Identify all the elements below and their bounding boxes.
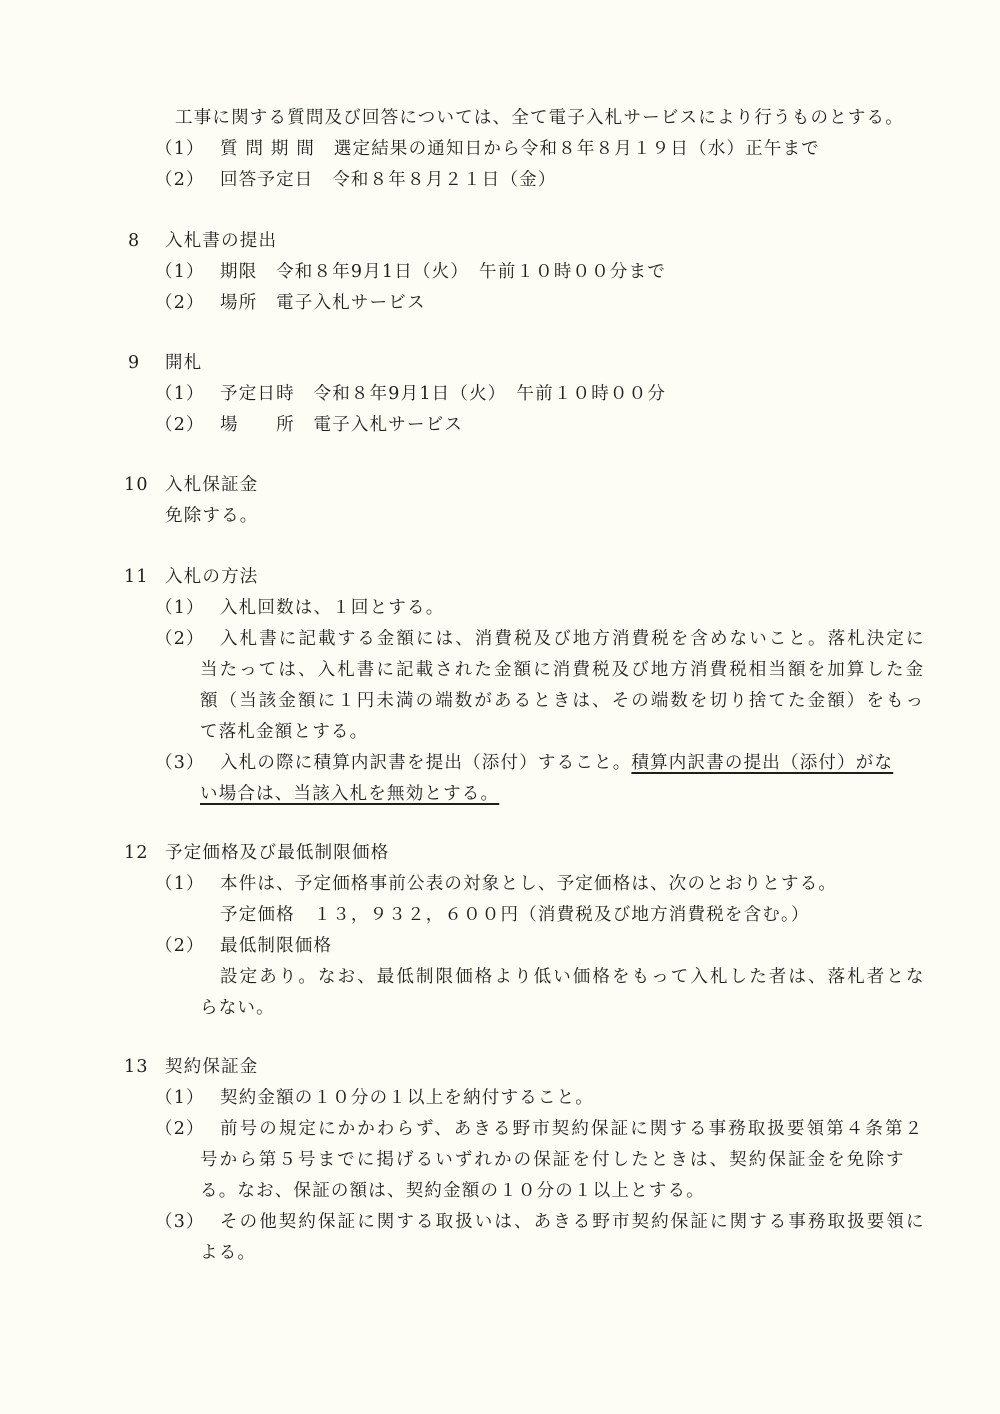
section-11-item-3-line-1-underlined: 積算内訳書の提出（添付）がな (631, 753, 894, 773)
section-12-item-1-number: （1） (155, 874, 205, 894)
section-12-title: 予定価格及び最低制限価格 (165, 843, 390, 863)
intro-item-2-text: 回答予定日 令和８年８月２１日（金） (220, 170, 557, 190)
section-11-item-2-line-2: 当たっては、入札書に記載された金額に消費税及び地方消費税相当額を加算した金 (200, 660, 926, 680)
section-11-number: 11 (124, 567, 149, 587)
section-13-item-2-number: （2） (155, 1119, 205, 1139)
section-13-item-2-line-3: る。なお、保証の額は、契約金額の１０分の１以上とする。 (200, 1181, 705, 1201)
section-12-number: 12 (124, 843, 149, 863)
section-8-item-1-text: 期限 令和８年9月1日（火） 午前１０時００分まで (220, 262, 667, 282)
section-8-item-2-number: （2） (155, 293, 205, 313)
section-12-item-2-line-1: 最低制限価格 (220, 936, 333, 956)
section-12-item-1-line-2: 予定価格 １３，９３２，６００円（消費税及び地方消費税を含む。） (220, 905, 810, 925)
section-13-item-1-text: 契約金額の１０分の１以上を納付すること。 (220, 1088, 594, 1108)
section-8-item-1-number: （1） (155, 262, 205, 282)
section-13-item-2-line-1: 前号の規定にかかわらず、あきる野市契約保証に関する事務取扱要領第４条第２ (220, 1119, 925, 1139)
section-13-number: 13 (124, 1057, 149, 1077)
section-9-item-2-text: 場 所 電子入札サービス (220, 415, 464, 435)
section-11-item-2-line-4: て落札金額とする。 (200, 722, 369, 742)
section-11-item-3-line-1-plain: 入札の際に積算内訳書を提出（添付）すること。 (220, 753, 632, 773)
section-9-item-2-number: （2） (155, 415, 205, 435)
section-8-number: 8 (128, 231, 141, 251)
section-11-item-2-number: （2） (155, 629, 205, 649)
section-13-item-3-line-1: その他契約保証に関する取扱いは、あきる野市契約保証に関する事務取扱要領に (220, 1212, 926, 1232)
intro-text: 工事に関する質問及び回答については、全て電子入札サービスにより行うものとする。 (175, 108, 904, 128)
section-8-title: 入札書の提出 (165, 231, 278, 251)
section-10-body: 免除する。 (165, 506, 259, 526)
section-11-title: 入札の方法 (165, 567, 259, 587)
section-13-item-3-number: （3） (155, 1212, 205, 1232)
section-11-item-1-text: 入札回数は、１回とする。 (220, 598, 445, 618)
section-12-item-2-line-3: らない。 (200, 998, 275, 1018)
section-9-number: 9 (128, 353, 141, 373)
intro-item-1-number: （1） (155, 139, 205, 159)
section-9-title: 開札 (165, 353, 203, 373)
section-8-item-2-text: 場所 電子入札サービス (220, 293, 426, 313)
section-12-item-2-line-2: 設定あり。なお、最低制限価格より低い価格をもって入札した者は、落札者とな (220, 967, 926, 987)
section-12-item-2-number: （2） (155, 936, 205, 956)
section-12-item-1-line-1: 本件は、予定価格事前公表の対象とし、予定価格は、次のとおりとする。 (220, 874, 838, 894)
section-13-item-3-line-2: よる。 (200, 1243, 257, 1263)
intro-item-1-text: 質 問 期 間 選定結果の通知日から令和８年８月１９日（水）正午まで (220, 139, 820, 159)
section-11-item-3-line-1 (220, 751, 893, 775)
section-11-item-2-line-3: 額（当該金額に１円未満の端数があるときは、その端数を切り捨てた金額）をもっ (200, 691, 926, 711)
section-10-number: 10 (124, 475, 149, 495)
section-13-item-1-number: （1） (155, 1088, 205, 1108)
intro-item-2-number: （2） (155, 170, 205, 190)
section-9-item-1-text: 予定日時 令和８年9月1日（火） 午前１０時００分 (220, 384, 667, 404)
section-9-item-1-number: （1） (155, 384, 205, 404)
section-11-item-2-line-1: 入札書に記載する金額には、消費税及び地方消費税を含めないこと。落札決定に (220, 629, 926, 649)
section-10-title: 入札保証金 (165, 475, 259, 495)
section-11-item-1-number: （1） (155, 598, 205, 618)
section-13-item-2-line-2: 号から第５号までに掲げるいずれかの保証を付したときは、契約保証金を免除す (200, 1150, 906, 1170)
section-11-item-3-line-2: い場合は、当該入札を無効とする。 (200, 784, 500, 804)
section-11-item-3-number: （3） (155, 753, 205, 773)
section-13-title: 契約保証金 (165, 1057, 259, 1077)
